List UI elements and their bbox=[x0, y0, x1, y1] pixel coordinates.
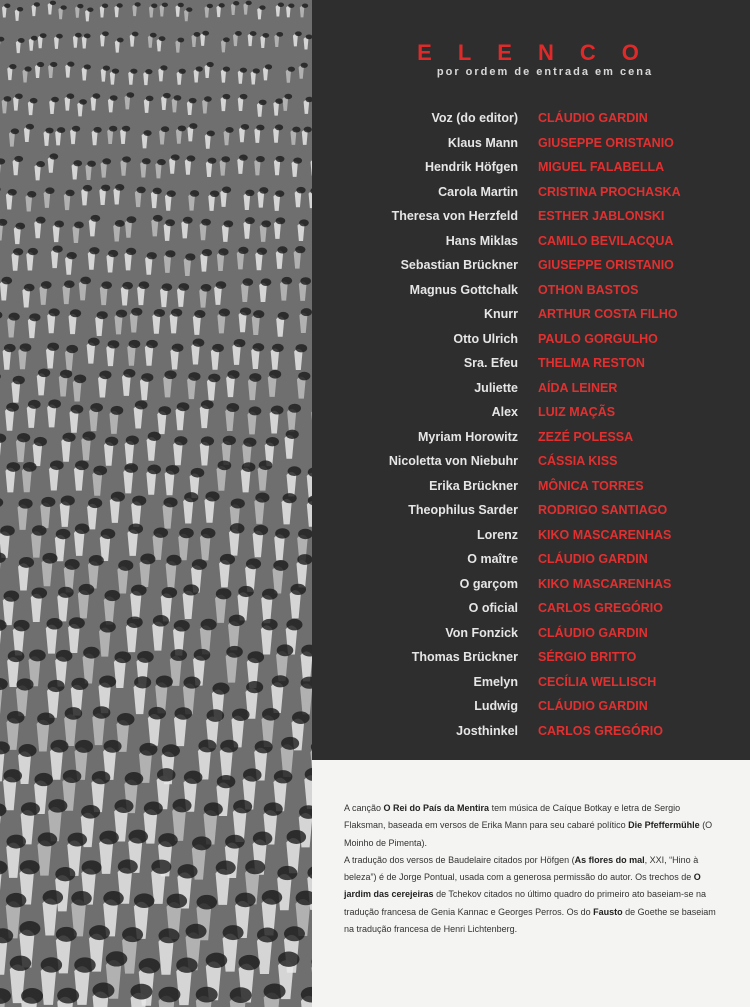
cast-row bbox=[312, 133, 750, 153]
cast-row bbox=[312, 721, 750, 741]
note-text: A tradução dos versos de Baudelaire citados por Höfgen ( bbox=[344, 854, 575, 865]
role-name: Sebastian Brückner bbox=[400, 258, 518, 272]
actor-name: GIUSEPPE ORISTANIO bbox=[538, 258, 674, 272]
role-name: Thomas Brückner bbox=[411, 650, 518, 664]
note-text: (O Moinho de Pimenta). bbox=[344, 820, 713, 848]
cast-row bbox=[312, 182, 750, 202]
page-subtitle: por ordem de entrada em cena bbox=[436, 66, 654, 78]
role-name: Erika Brückner bbox=[429, 478, 518, 493]
cast-row bbox=[312, 549, 750, 569]
role-name: Otto Ulrich bbox=[453, 331, 518, 346]
actor-name: CÁSSIA KISS bbox=[538, 454, 618, 468]
cast-row bbox=[312, 280, 750, 300]
role-name: Myriam Horowitz bbox=[417, 429, 518, 444]
role-name: Klaus Mann bbox=[447, 135, 518, 150]
cast-row bbox=[312, 598, 750, 618]
actor-name: ZEZÉ POLESSA bbox=[538, 429, 634, 444]
actor-name: KIKO MASCARENHAS bbox=[538, 576, 672, 591]
actor-name: OTHON BASTOS bbox=[538, 282, 639, 297]
cast-row bbox=[312, 378, 750, 398]
role-name: Magnus Gottchalk bbox=[409, 282, 518, 297]
role-name: Voz (do editor) bbox=[431, 111, 518, 125]
actor-name: CARLOS GREGÓRIO bbox=[538, 601, 664, 615]
note-paragraph-translations bbox=[344, 852, 724, 938]
actor-name: PAULO GORGULHO bbox=[538, 331, 658, 346]
role-name: Hans Miklas bbox=[445, 233, 518, 248]
cast-row bbox=[312, 304, 750, 324]
role-name: Knurr bbox=[483, 307, 518, 321]
role-name: Josthinkel bbox=[456, 723, 518, 738]
crowd-photo-graphic bbox=[0, 0, 312, 1007]
cast-row bbox=[312, 206, 750, 226]
actor-name: CARLOS GREGÓRIO bbox=[538, 723, 664, 738]
cast-row bbox=[312, 427, 750, 447]
note-text: de Tchekov citados no último quadro do primeiro ato baseiam-se na tradução francesa de Genia Kannac e Georges Perros. Os do bbox=[344, 889, 707, 917]
note-text: tem música de Caíque Botkay e letra de Sergio Flaksman, baseada em versos de Erika Mann para seu cabaré político bbox=[344, 803, 681, 831]
cast-row bbox=[312, 623, 750, 643]
actor-name: CRISTINA PROCHASKA bbox=[538, 184, 681, 199]
note-title-chekhov: O jardim das cerejeiras bbox=[344, 872, 701, 900]
note-text: , XXI, “Hino à beleza”) é de Jorge Pontual, usada com a generosa permissão do autor. Os trechos de bbox=[344, 854, 699, 883]
cast-row bbox=[312, 672, 750, 692]
role-name: Lorenz bbox=[477, 527, 518, 542]
role-name: Theophilus Sarder bbox=[408, 503, 518, 517]
note-title-cabaret: Die Pfeffermühle bbox=[628, 820, 700, 831]
role-name: O garçom bbox=[459, 576, 518, 591]
cast-row bbox=[312, 255, 750, 275]
note-text: de Goethe se baseiam na tradução francesa de Henri Lichtenberg. bbox=[344, 906, 716, 935]
actor-name: THELMA RESTON bbox=[538, 356, 645, 370]
role-name: Sra. Efeu bbox=[463, 356, 518, 370]
cast-row bbox=[312, 402, 750, 422]
actor-name: MIGUEL FALABELLA bbox=[538, 160, 665, 174]
actor-name: CLÁUDIO GARDIN bbox=[538, 552, 648, 566]
actor-name: ESTHER JABLONSKI bbox=[538, 209, 665, 223]
actor-name: LUIZ MAÇÃS bbox=[538, 405, 616, 419]
cast-row bbox=[312, 451, 750, 471]
cast-row bbox=[312, 525, 750, 545]
role-name: Emelyn bbox=[473, 674, 518, 689]
actor-name: CECÍLIA WELLISCH bbox=[538, 674, 657, 689]
page-title: ELENCO bbox=[417, 40, 665, 65]
crowd-photo bbox=[0, 0, 312, 1007]
actor-name: CLÁUDIO GARDIN bbox=[538, 625, 648, 640]
cast-row bbox=[312, 574, 750, 594]
note-title-song: O Rei do País da Mentira bbox=[383, 803, 490, 813]
actor-name: CAMILO BEVILACQUA bbox=[538, 233, 674, 248]
actor-name: CLÁUDIO GARDIN bbox=[538, 111, 648, 125]
actor-name: ARTHUR COSTA FILHO bbox=[538, 307, 678, 321]
cast-row bbox=[312, 476, 750, 496]
cast-row bbox=[312, 353, 750, 373]
note-title-faust: Fausto bbox=[593, 906, 623, 917]
role-name: Hendrik Höfgen bbox=[424, 160, 518, 174]
note-text: A canção bbox=[344, 803, 384, 813]
role-name: Carola Martin bbox=[438, 184, 518, 199]
cast-row bbox=[312, 696, 750, 716]
role-name: Nicoletta von Niebuhr bbox=[388, 454, 518, 468]
actor-name: SÉRGIO BRITTO bbox=[538, 650, 637, 664]
role-name: Ludwig bbox=[474, 699, 518, 713]
cast-row bbox=[312, 231, 750, 251]
role-name: Juliette bbox=[474, 380, 518, 395]
role-name: O oficial bbox=[468, 601, 518, 615]
cast-row bbox=[312, 157, 750, 177]
role-name: O maître bbox=[467, 552, 518, 566]
actor-name: RODRIGO SANTIAGO bbox=[538, 503, 668, 517]
role-name: Theresa von Herzfeld bbox=[391, 209, 518, 223]
note-title-baudelaire: As flores do mal bbox=[574, 854, 645, 865]
cast-row bbox=[312, 108, 750, 128]
actor-name: CLÁUDIO GARDIN bbox=[538, 699, 648, 713]
role-name: Von Fonzick bbox=[445, 625, 518, 640]
role-name: Alex bbox=[491, 405, 518, 419]
actor-name: KIKO MASCARENHAS bbox=[538, 527, 672, 542]
cast-row bbox=[312, 647, 750, 667]
cast-row bbox=[312, 500, 750, 520]
actor-name: MÔNICA TORRES bbox=[538, 478, 644, 493]
actor-name: AÍDA LEINER bbox=[538, 380, 618, 395]
credits-notes bbox=[344, 800, 724, 938]
actor-name: GIUSEPPE ORISTANIO bbox=[538, 135, 674, 150]
cast-row bbox=[312, 329, 750, 349]
note-paragraph-song bbox=[344, 800, 724, 852]
